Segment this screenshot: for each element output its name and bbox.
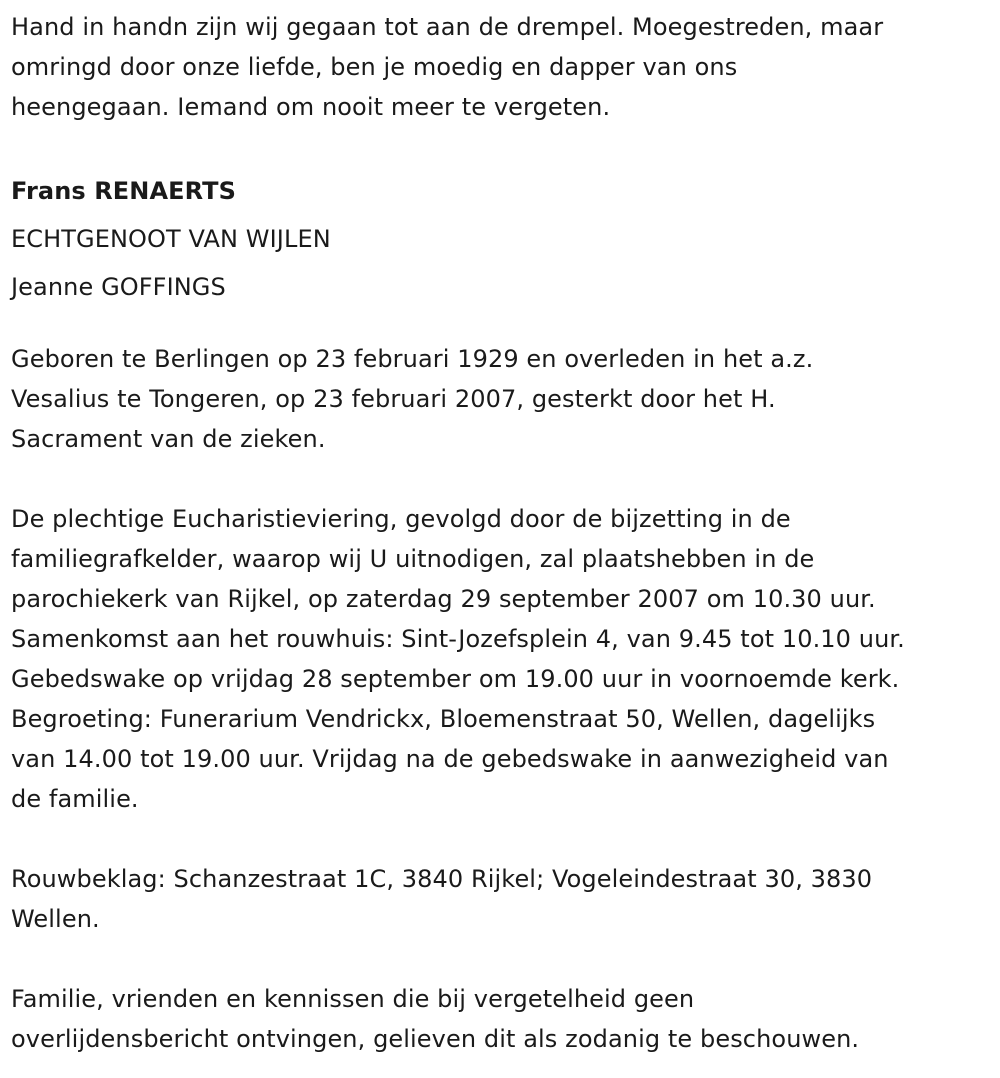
obituary-document <box>11 7 991 1059</box>
condolences-line: Rouwbeklag: Schanzestraat 1C, 3840 Rijkel; Vogeleindestraat 30, 3830 <box>11 865 873 893</box>
condolences-paragraph <box>11 859 991 939</box>
ceremony-line: Samenkomst aan het rouwhuis: Sint-Jozefsplein 4, van 9.45 tot 10.10 uur. <box>11 625 905 653</box>
ceremony-line: parochiekerk van Rijkel, op zaterdag 29 september 2007 om 10.30 uur. <box>11 585 876 613</box>
intro-line: Hand in handn zijn wij gegaan tot aan de drempel. Moegestreden, maar <box>11 13 884 41</box>
birth-death-paragraph <box>11 339 991 459</box>
ceremony-paragraph <box>11 499 991 819</box>
deceased-block <box>11 167 991 311</box>
ceremony-line: De plechtige Eucharistieviering, gevolgd door de bijzetting in de <box>11 505 791 533</box>
birth-death-line: Geboren te Berlingen op 23 februari 1929 en overleden in het a.z. <box>11 345 814 373</box>
ceremony-line: familiegrafkelder, waarop wij U uitnodigen, zal plaatshebben in de <box>11 545 815 573</box>
spouse-name: Jeanne GOFFINGS <box>11 273 226 301</box>
condolences-line: Wellen. <box>11 905 100 933</box>
ceremony-line: van 14.00 tot 19.00 uur. Vrijdag na de gebedswake in aanwezigheid van <box>11 745 889 773</box>
intro-line: heengegaan. Iemand om nooit meer te vergeten. <box>11 93 611 121</box>
ceremony-line: Gebedswake op vrijdag 28 september om 19.00 uur in voornoemde kerk. <box>11 665 900 693</box>
deceased-name: Frans RENAERTS <box>11 177 237 205</box>
birth-death-line: Vesalius te Tongeren, op 23 februari 2007, gesterkt door het H. <box>11 385 776 413</box>
ceremony-line: de familie. <box>11 785 139 813</box>
intro-line: omringd door onze liefde, ben je moedig en dapper van ons <box>11 53 738 81</box>
intro-paragraph <box>11 7 991 127</box>
relation-label: ECHTGENOOT VAN WIJLEN <box>11 225 331 253</box>
ceremony-line: Begroeting: Funerarium Vendrickx, Bloemenstraat 50, Wellen, dagelijks <box>11 705 876 733</box>
birth-death-line: Sacrament van de zieken. <box>11 425 326 453</box>
closing-line: Familie, vrienden en kennissen die bij vergetelheid geen <box>11 985 695 1013</box>
closing-line: overlijdensbericht ontvingen, gelieven dit als zodanig te beschouwen. <box>11 1025 860 1053</box>
closing-paragraph <box>11 979 991 1059</box>
